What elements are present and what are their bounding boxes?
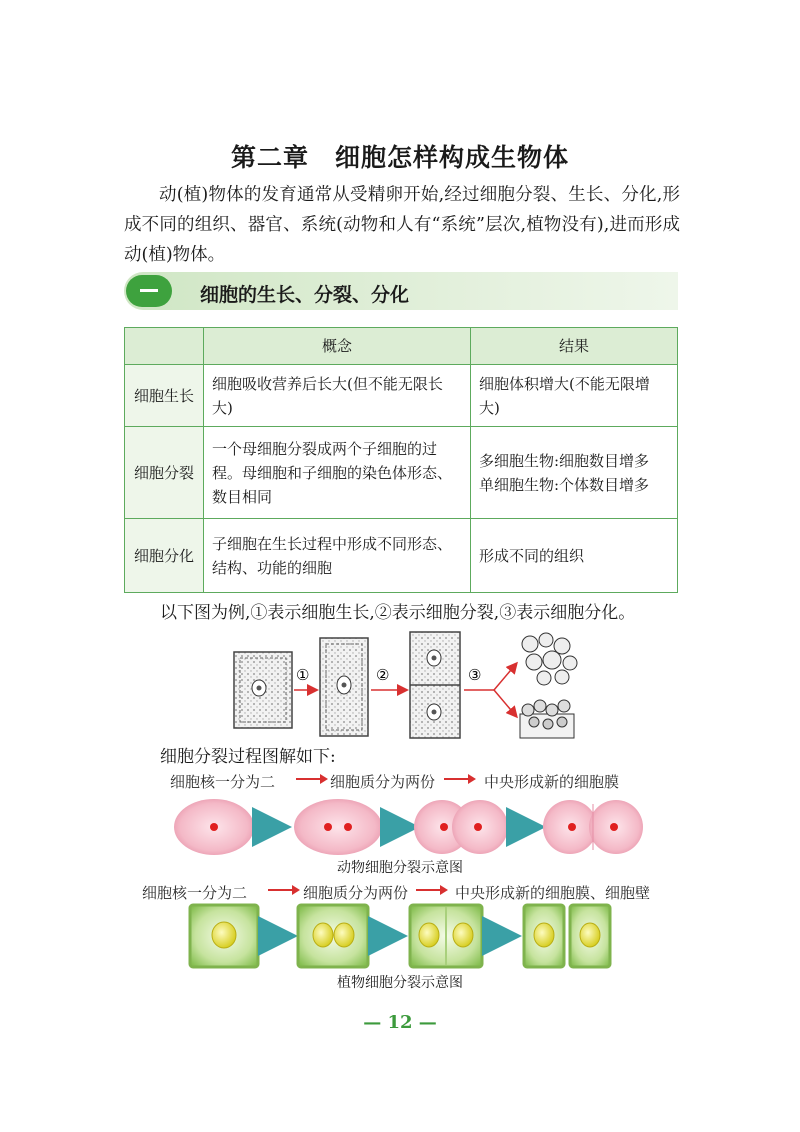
plant-step-1: 细胞核一分为二	[142, 884, 248, 902]
animal-step-arrow	[442, 772, 476, 786]
row-concept: 子细胞在生长过程中形成不同形态、结构、功能的细胞	[204, 519, 471, 593]
row-result: 细胞体积增大(不能无限增大)	[471, 365, 678, 427]
table-row	[125, 365, 678, 427]
table-header-concept: 概念	[204, 328, 471, 365]
animal-caption: 动物细胞分裂示意图	[337, 860, 463, 876]
section-number-badge	[126, 275, 172, 307]
plant-step-arrow	[266, 883, 300, 897]
plant-caption: 植物细胞分裂示意图	[337, 975, 463, 991]
plant-step-3: 中央形成新的细胞膜、细胞壁	[455, 884, 651, 902]
example-text: 以下图为例,①表示细胞生长,②表示细胞分裂,③表示细胞分化。	[160, 603, 636, 623]
table-header-row	[125, 328, 678, 365]
animal-cell-2	[294, 799, 382, 855]
animal-cell-3	[414, 800, 508, 854]
row-result-line: 单细胞生物:个体数目增多	[479, 475, 650, 494]
division-intro: 细胞分裂过程图解如下:	[160, 747, 336, 767]
plant-cell-2	[298, 905, 368, 967]
grown-cell	[320, 638, 368, 736]
animal-step-3: 中央形成新的细胞膜	[484, 773, 620, 791]
intro-paragraph: 动(植)物体的发育通常从受精卵开始,经过细胞分裂、生长、分化,形成不同的组织、器官、系统(动物和人有“系统”层次,植物没有),进而形成动(植)物体。	[124, 185, 680, 265]
row-name: 细胞分裂	[125, 427, 204, 519]
tissue-lower	[520, 700, 574, 738]
table-header-result: 结果	[471, 328, 678, 365]
row-result: 形成不同的组织	[471, 519, 678, 593]
chapter-title: 第二章 细胞怎样构成生物体	[230, 143, 569, 172]
page-number: — 12 —	[363, 1012, 437, 1033]
section-number-dash	[140, 289, 158, 292]
animal-division-diagram	[170, 796, 650, 858]
row-name: 细胞分化	[125, 519, 204, 593]
plant-cell-4	[524, 905, 610, 967]
plant-cell-1	[190, 905, 258, 967]
plant-step-2: 细胞质分为两份	[303, 884, 409, 902]
small-cell	[234, 652, 292, 728]
animal-step-arrow	[294, 772, 328, 786]
animal-cell-1	[174, 799, 254, 855]
process-label-1: ①	[296, 666, 310, 684]
growth-division-figure	[228, 630, 588, 742]
row-concept: 一个母细胞分裂成两个子细胞的过程。母细胞和子细胞的染色体形态、数目相同	[204, 427, 471, 519]
row-name: 细胞生长	[125, 365, 204, 427]
plant-cell-3	[410, 905, 482, 967]
row-result-line: 多细胞生物:细胞数目增多	[479, 451, 650, 470]
concept-table	[124, 327, 678, 593]
divided-cells	[410, 632, 460, 738]
table-header-corner	[125, 328, 204, 365]
row-concept: 细胞吸收营养后长大(但不能无限长大)	[204, 365, 471, 427]
animal-cell-4	[543, 800, 643, 854]
tissue-upper	[522, 633, 577, 685]
row-result	[471, 427, 678, 519]
section-title: 细胞的生长、分裂、分化	[200, 284, 410, 306]
plant-division-diagram	[188, 903, 620, 969]
animal-step-2: 细胞质分为两份	[330, 773, 436, 791]
process-label-2: ②	[376, 666, 390, 684]
process-label-3: ③	[468, 666, 482, 684]
table-row	[125, 519, 678, 593]
table-row	[125, 427, 678, 519]
plant-step-arrow	[414, 883, 448, 897]
animal-step-1: 细胞核一分为二	[170, 773, 276, 791]
